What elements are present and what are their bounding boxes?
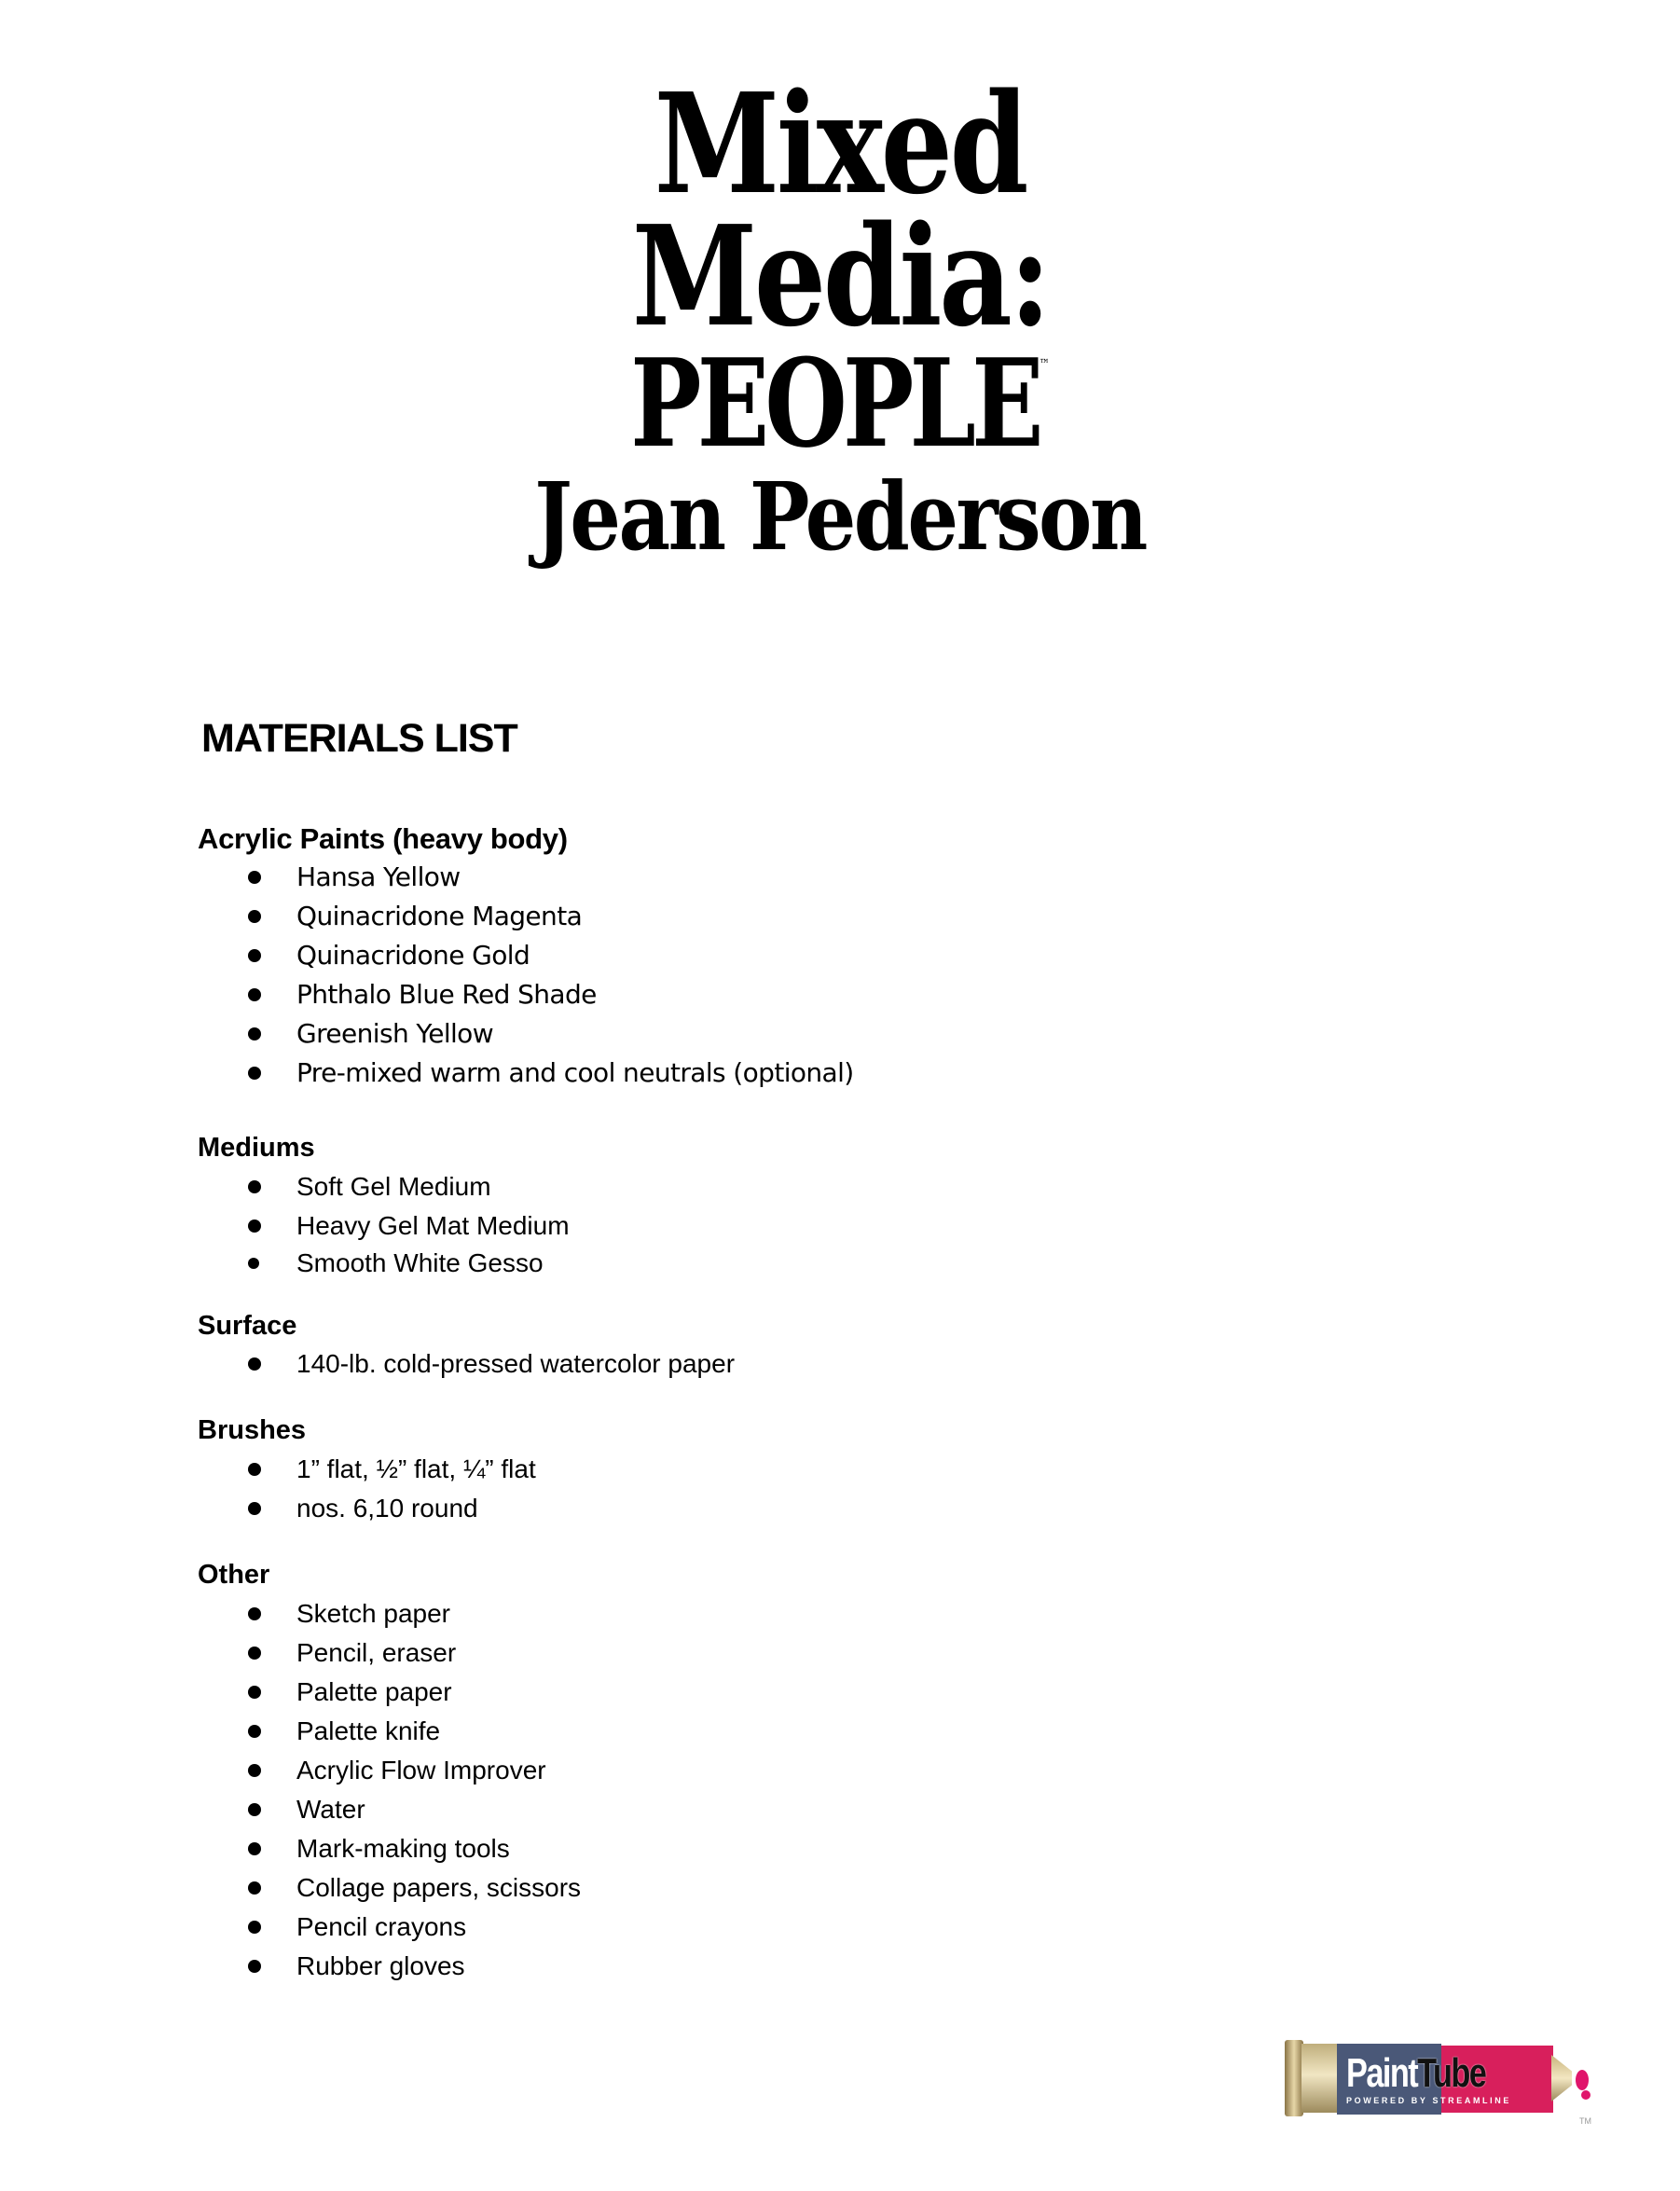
list-item-text: Rubber gloves [296, 1951, 465, 1980]
section-title-surface: Surface [198, 1311, 297, 1341]
logo-word-paint: Paint [1346, 2050, 1418, 2096]
title-people-text: PEOPLE [630, 332, 1040, 475]
list-item-text: Palette paper [296, 1677, 452, 1706]
paint-droplet-icon [1581, 2090, 1590, 2100]
tube-crimp-shape [1301, 2044, 1339, 2113]
list-item-text: Mark-making tools [296, 1834, 510, 1863]
bullet-icon [248, 1725, 261, 1738]
bullet-icon [248, 1647, 261, 1660]
list-item-text: 1” flat, ½” flat, ¼” flat [296, 1454, 536, 1483]
list-item-text: Quinacridone Gold [296, 940, 530, 971]
bullet-icon [248, 1764, 261, 1777]
logo-word-tube: Tube [1417, 2050, 1486, 2096]
painttube-logo [1285, 2033, 1602, 2135]
list-item-text: Palette knife [296, 1716, 441, 1745]
bullet-icon [248, 1881, 261, 1895]
list-item-text: Acrylic Flow Improver [296, 1756, 546, 1784]
logo-trademark: TM [1579, 2116, 1591, 2126]
book-title [0, 62, 1680, 572]
bullet-icon [248, 871, 261, 884]
author-name: Jean Pederson [534, 462, 1146, 572]
title-line-people [185, 332, 1495, 475]
trademark-mark: ™ [1039, 357, 1050, 372]
list-item-text: Pencil, eraser [296, 1638, 457, 1667]
bullet-icon [248, 1842, 261, 1855]
bullet-icon [248, 1180, 261, 1193]
list-item-text: 140-lb. cold-pressed watercolor paper [296, 1349, 736, 1378]
bullet-icon [248, 988, 261, 1001]
bullet-icon [248, 1686, 261, 1699]
bullet-icon [248, 1463, 261, 1476]
list-item-text: Smooth White Gesso [296, 1248, 544, 1277]
bullet-icon [248, 1921, 261, 1934]
title-line-media: Media: [631, 195, 1049, 357]
paint-drop-icon [1576, 2070, 1589, 2090]
logo-tagline: POWERED BY STREAMLINE [1346, 2096, 1511, 2105]
section-title-brushes: Brushes [198, 1415, 307, 1445]
bullet-icon [248, 910, 261, 923]
logo-wordmark [1346, 2050, 1486, 2096]
list-item-text: Water [296, 1795, 365, 1824]
list-item-text: Hansa Yellow [296, 861, 461, 892]
bullet-icon [248, 1027, 261, 1040]
section-title-mediums: Mediums [198, 1133, 315, 1163]
bullet-icon [248, 1220, 261, 1233]
section-title-other: Other [198, 1560, 270, 1590]
list-item-text: Sketch paper [296, 1599, 450, 1628]
list-item-text: Quinacridone Magenta [296, 901, 583, 931]
list-item-text: Greenish Yellow [296, 1018, 494, 1049]
materials-list-heading: MATERIALS LIST [201, 716, 517, 761]
list-item-text: Heavy Gel Mat Medium [296, 1211, 570, 1240]
bullet-icon [248, 1502, 261, 1515]
title-line-mixed: Mixed [654, 62, 1026, 225]
list-item-text: Pre-mixed warm and cool neutrals (optional) [296, 1057, 854, 1088]
list-item-text: Collage papers, scissors [296, 1873, 582, 1902]
bullet-icon [248, 949, 261, 962]
list-item-text: Pencil crayons [296, 1912, 467, 1941]
list-item-text: Phthalo Blue Red Shade [296, 979, 597, 1010]
bullet-icon [248, 1258, 259, 1269]
tube-nozzle-shape [1551, 2055, 1572, 2101]
bullet-icon [248, 1607, 261, 1620]
bullet-icon [248, 1357, 261, 1371]
bullet-icon [248, 1803, 261, 1816]
tube-cap-shape [1285, 2040, 1303, 2116]
section-title-acrylic-paints: Acrylic Paints (heavy body) [198, 822, 568, 855]
list-item-text: Soft Gel Medium [296, 1172, 491, 1201]
bullet-icon [248, 1067, 261, 1080]
bullet-icon [248, 1960, 261, 1973]
list-item-text: nos. 6,10 round [296, 1494, 478, 1523]
